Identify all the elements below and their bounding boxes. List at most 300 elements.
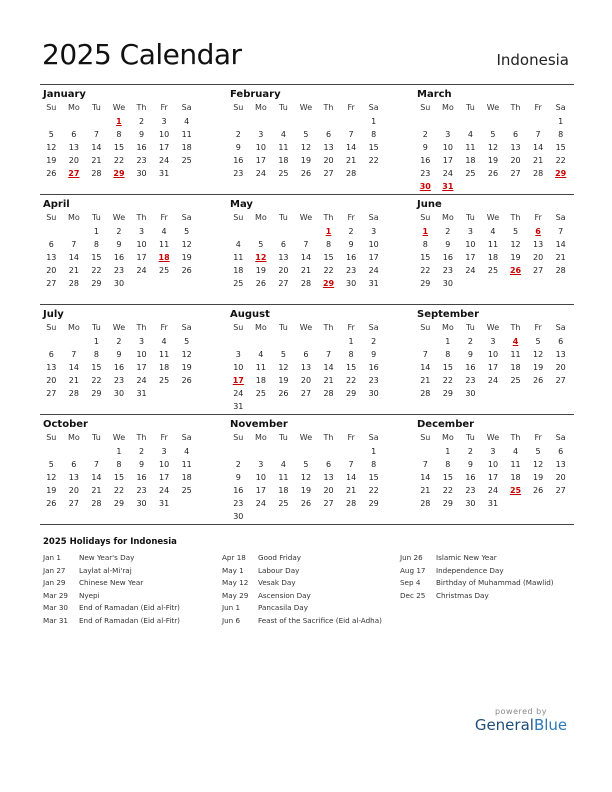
day-cell: 2: [235, 130, 241, 139]
day-cell: 4: [161, 337, 167, 346]
holiday-name: Birthday of Muhammad (Mawlid): [436, 578, 554, 587]
day-cell: 8: [116, 130, 122, 139]
day-cell: 26: [533, 376, 544, 385]
weekday-label: Tu: [279, 323, 288, 332]
weekday-label: We: [299, 103, 313, 112]
day-cell: 23: [233, 499, 244, 508]
empty-cell: [227, 445, 250, 458]
holiday-date: Mar 29: [43, 590, 68, 600]
week-row: [414, 374, 572, 387]
day-cell: 7: [422, 460, 428, 469]
day-cell: 15: [91, 363, 102, 372]
empty-cell: [527, 115, 550, 128]
week-row: [414, 387, 572, 400]
day-cell: 27: [323, 499, 334, 508]
day-cell: 19: [46, 156, 57, 165]
day-cell: 14: [346, 473, 357, 482]
holiday-day: 29: [555, 169, 567, 178]
day-cell: 23: [420, 169, 431, 178]
day-cell: 14: [68, 253, 79, 262]
day-cell: 7: [303, 240, 309, 249]
holiday-day: 1: [116, 117, 122, 126]
month-name: February: [230, 89, 281, 100]
day-cell: 5: [303, 460, 309, 469]
weekday-label: Su: [46, 103, 57, 112]
holiday-item: [400, 565, 554, 578]
week-row: [40, 348, 198, 361]
day-cell: 15: [113, 143, 125, 152]
day-cell: 16: [233, 486, 244, 495]
day-cell: 12: [533, 350, 544, 359]
day-cell: 15: [420, 253, 431, 262]
week-row: [40, 484, 198, 497]
day-cell: 17: [255, 486, 266, 495]
day-cell: 14: [533, 143, 544, 152]
week-row: [227, 387, 385, 400]
day-cell: 13: [510, 143, 521, 152]
day-cell: 2: [467, 447, 473, 456]
holiday-item: [43, 565, 180, 578]
weekday-label: Tu: [92, 433, 101, 442]
day-cell: 16: [136, 473, 147, 482]
holiday-day: 29: [322, 279, 335, 288]
day-cell: 12: [181, 240, 192, 249]
day-cell: 10: [487, 460, 499, 469]
day-cell: 5: [280, 350, 286, 359]
day-cell: 7: [325, 350, 332, 359]
day-cell: 13: [46, 363, 57, 372]
day-cell: 26: [533, 486, 544, 495]
day-cell: 31: [233, 402, 244, 411]
day-cell: 18: [510, 363, 521, 372]
day-cell: 13: [300, 363, 312, 372]
month-name: January: [43, 89, 86, 100]
week-row: [40, 238, 198, 251]
day-cell: 21: [420, 486, 431, 495]
day-cell: 16: [442, 253, 453, 262]
day-cell: 23: [442, 266, 453, 275]
day-cell: 17: [368, 253, 379, 262]
holiday-day: 12: [255, 253, 267, 262]
weekday-label: Tu: [92, 213, 101, 222]
month-july: [40, 308, 198, 400]
day-cell: 2: [116, 227, 122, 236]
day-cell: 3: [258, 460, 264, 469]
empty-cell: [459, 115, 482, 128]
day-cell: 1: [116, 447, 122, 456]
day-cell: 4: [184, 447, 190, 456]
day-cell: 9: [116, 240, 122, 249]
day-cell: 6: [71, 130, 77, 139]
day-cell: 21: [323, 376, 334, 385]
day-cell: 15: [91, 253, 102, 262]
week-row: [227, 167, 385, 180]
day-cell: 25: [510, 376, 521, 385]
day-cell: 27: [555, 486, 566, 495]
day-cell: 8: [348, 350, 354, 359]
holiday-day: 1: [422, 227, 429, 236]
day-cell: 9: [371, 350, 377, 359]
day-cell: 7: [348, 460, 354, 469]
weekday-header: [414, 321, 572, 335]
empty-cell: [250, 400, 273, 413]
day-cell: 5: [303, 130, 309, 139]
day-cell: 22: [442, 376, 453, 385]
holiday-date: Jan 1: [43, 553, 61, 562]
week-row: [414, 115, 572, 128]
day-cell: 5: [48, 130, 54, 139]
empty-cell: [295, 115, 318, 128]
empty-cell: [153, 277, 176, 290]
weekday-label: Su: [420, 213, 431, 222]
holiday-name: Christmas Day: [436, 590, 489, 600]
day-cell: 27: [533, 266, 544, 275]
weekday-label: Fr: [160, 213, 168, 222]
day-cell: 22: [91, 266, 102, 275]
day-cell: 1: [558, 117, 564, 126]
day-cell: 20: [46, 266, 57, 275]
weekday-label: Th: [323, 213, 334, 222]
day-cell: 4: [512, 447, 519, 456]
empty-cell: [504, 180, 527, 193]
day-cell: 1: [371, 447, 377, 456]
day-cell: 14: [555, 240, 566, 249]
day-cell: 14: [68, 363, 79, 372]
day-cell: 24: [136, 376, 147, 385]
day-cell: 16: [113, 363, 125, 372]
day-cell: 17: [159, 143, 170, 152]
day-cell: 11: [159, 350, 170, 359]
day-cell: 20: [68, 486, 79, 495]
week-row: [227, 225, 385, 238]
week-row: [227, 497, 385, 510]
day-cell: 5: [48, 460, 54, 469]
day-cell: 19: [181, 253, 192, 262]
day-cell: 28: [300, 279, 312, 288]
week-row: [40, 445, 198, 458]
holiday-item: [222, 565, 382, 578]
day-cell: 5: [184, 337, 190, 346]
day-cell: 31: [368, 279, 379, 288]
day-cell: 2: [371, 337, 377, 346]
holiday-day: 1: [325, 227, 332, 236]
day-cell: 29: [113, 499, 125, 508]
month-name: September: [417, 309, 479, 320]
weekday-label: Sa: [555, 103, 566, 112]
day-cell: 9: [445, 240, 451, 249]
day-cell: 6: [48, 350, 54, 359]
empty-cell: [295, 225, 318, 238]
day-cell: 8: [422, 240, 428, 249]
weekday-label: Th: [136, 433, 147, 442]
holiday-day: 27: [68, 169, 80, 178]
day-cell: 7: [93, 460, 99, 469]
day-cell: 19: [255, 266, 266, 275]
weekday-label: Fr: [347, 103, 355, 112]
empty-cell: [272, 400, 295, 413]
empty-cell: [504, 277, 527, 290]
day-cell: 8: [116, 460, 122, 469]
day-cell: 12: [46, 143, 57, 152]
day-cell: 23: [136, 486, 147, 495]
day-cell: 10: [255, 143, 266, 152]
day-cell: 9: [235, 143, 241, 152]
day-cell: 20: [555, 363, 566, 372]
empty-cell: [340, 510, 363, 523]
day-cell: 6: [325, 460, 332, 469]
day-cell: 30: [442, 279, 453, 288]
day-cell: 19: [300, 486, 312, 495]
brand-name-part2: Blue: [533, 716, 568, 734]
day-cell: 25: [181, 156, 192, 165]
day-cell: 16: [233, 156, 244, 165]
day-cell: 27: [68, 499, 79, 508]
week-row: [414, 484, 572, 497]
week-row: [227, 400, 385, 413]
day-cell: 17: [255, 156, 266, 165]
day-cell: 7: [348, 130, 354, 139]
holiday-day: 18: [158, 253, 170, 262]
week-row: [40, 277, 198, 290]
day-cell: 17: [136, 363, 147, 372]
day-cell: 30: [113, 279, 125, 288]
day-cell: 29: [346, 389, 357, 398]
week-row: [227, 510, 385, 523]
weekday-label: Th: [323, 103, 334, 112]
day-cell: 9: [348, 240, 354, 249]
day-cell: 1: [93, 337, 99, 346]
day-cell: 21: [68, 266, 79, 275]
day-cell: 28: [346, 499, 357, 508]
week-row: [40, 251, 198, 264]
empty-cell: [227, 335, 250, 348]
day-cell: 16: [420, 156, 431, 165]
day-cell: 19: [300, 156, 312, 165]
day-cell: 2: [138, 117, 145, 126]
day-cell: 18: [255, 376, 266, 385]
day-cell: 8: [445, 350, 451, 359]
day-cell: 11: [233, 253, 244, 262]
day-cell: 8: [93, 240, 99, 249]
holiday-item: [43, 577, 180, 590]
weekday-label: Sa: [181, 103, 192, 112]
month-name: December: [417, 419, 475, 430]
week-row: [414, 497, 572, 510]
day-cell: 29: [442, 389, 453, 398]
day-cell: 4: [235, 240, 241, 249]
day-cell: 28: [68, 279, 79, 288]
day-cell: 4: [490, 227, 496, 236]
week-row: [414, 225, 572, 238]
day-cell: 15: [346, 363, 357, 372]
day-cell: 17: [465, 253, 476, 262]
weekday-label: Th: [510, 323, 521, 332]
holiday-item: [400, 590, 554, 603]
empty-cell: [527, 387, 550, 400]
day-cell: 27: [323, 169, 334, 178]
day-cell: 28: [323, 389, 334, 398]
holiday-date: Apr 18: [222, 553, 246, 562]
empty-cell: [63, 115, 86, 128]
day-cell: 25: [181, 486, 192, 495]
day-cell: 21: [300, 266, 312, 275]
week-row: [40, 225, 198, 238]
day-cell: 20: [68, 156, 79, 165]
weekday-label: Su: [46, 213, 57, 222]
empty-cell: [85, 445, 108, 458]
day-cell: 11: [255, 363, 266, 372]
week-row: [40, 361, 198, 374]
weekday-label: Su: [233, 103, 244, 112]
holiday-day: 30: [419, 182, 431, 191]
calendar-row: [40, 84, 574, 194]
day-cell: 7: [93, 130, 99, 139]
week-row: [227, 141, 385, 154]
weekday-label: Mo: [441, 433, 454, 442]
holiday-day: 17: [232, 376, 244, 385]
day-cell: 14: [91, 473, 102, 482]
day-cell: 26: [255, 279, 266, 288]
empty-cell: [549, 387, 572, 400]
day-cell: 22: [368, 156, 379, 165]
day-cell: 1: [348, 337, 354, 346]
month-june: [414, 198, 572, 290]
weekday-label: Th: [510, 213, 521, 222]
holiday-day: 25: [509, 486, 522, 495]
day-cell: 2: [445, 227, 451, 236]
week-row: [414, 458, 572, 471]
weekday-label: Mo: [254, 433, 267, 442]
weekday-label: We: [112, 433, 126, 442]
holiday-name: Islamic New Year: [436, 553, 497, 562]
day-cell: 28: [346, 169, 357, 178]
day-cell: 18: [181, 473, 192, 482]
day-cell: 9: [138, 130, 145, 139]
day-cell: 20: [323, 156, 334, 165]
holiday-name: Pancasila Day: [258, 603, 308, 612]
weekday-label: We: [486, 213, 500, 222]
day-cell: 12: [533, 460, 544, 469]
day-cell: 10: [487, 350, 499, 359]
week-row: [227, 374, 385, 387]
day-cell: 4: [280, 130, 286, 139]
weekday-header: [40, 431, 198, 445]
empty-cell: [175, 277, 198, 290]
holiday-item: [43, 615, 180, 628]
day-cell: 6: [558, 447, 564, 456]
day-cell: 13: [555, 350, 566, 359]
day-cell: 17: [487, 473, 499, 482]
holiday-name: End of Ramadan (Eid al-Fitr): [79, 615, 180, 625]
day-cell: 21: [420, 376, 431, 385]
holiday-date: May 29: [222, 590, 249, 600]
day-cell: 15: [442, 473, 453, 482]
day-cell: 17: [487, 363, 499, 372]
empty-cell: [317, 115, 340, 128]
empty-cell: [482, 387, 505, 400]
month-name: June: [417, 199, 442, 210]
week-row: [414, 128, 572, 141]
week-row: [40, 374, 198, 387]
day-cell: 20: [278, 266, 289, 275]
week-row: [227, 458, 385, 471]
day-cell: 2: [235, 460, 241, 469]
empty-cell: [130, 277, 153, 290]
weekday-label: We: [112, 103, 126, 112]
weekday-header: [414, 101, 572, 115]
day-cell: 14: [323, 363, 334, 372]
day-cell: 15: [368, 473, 379, 482]
holiday-item: [400, 577, 554, 590]
day-cell: 16: [136, 143, 147, 152]
day-cell: 11: [278, 473, 289, 482]
empty-cell: [317, 400, 340, 413]
day-cell: 29: [420, 279, 431, 288]
empty-cell: [272, 225, 295, 238]
weekday-label: Sa: [368, 213, 379, 222]
day-cell: 19: [278, 376, 289, 385]
holiday-day: 4: [512, 337, 519, 346]
day-cell: 13: [68, 143, 79, 152]
weekday-label: Tu: [92, 323, 101, 332]
day-cell: 28: [420, 499, 431, 508]
day-cell: 24: [487, 486, 499, 495]
week-row: [227, 348, 385, 361]
day-cell: 5: [184, 227, 190, 236]
day-cell: 28: [533, 169, 544, 178]
holiday-date: May 12: [222, 578, 249, 587]
day-cell: 3: [138, 227, 145, 236]
weekday-label: We: [112, 213, 126, 222]
day-cell: 22: [420, 266, 431, 275]
day-cell: 9: [138, 460, 145, 469]
day-cell: 2: [348, 227, 354, 236]
week-row: [40, 128, 198, 141]
empty-cell: [227, 115, 250, 128]
week-row: [227, 128, 385, 141]
day-cell: 24: [159, 156, 170, 165]
day-cell: 27: [278, 279, 289, 288]
day-cell: 23: [233, 169, 244, 178]
empty-cell: [153, 387, 176, 400]
day-cell: 25: [255, 389, 266, 398]
weekday-label: We: [486, 103, 500, 112]
empty-cell: [227, 225, 250, 238]
day-cell: 4: [280, 460, 286, 469]
weekday-label: Fr: [534, 213, 542, 222]
weekday-label: We: [486, 323, 500, 332]
day-cell: 25: [233, 279, 244, 288]
day-cell: 12: [487, 143, 499, 152]
day-cell: 17: [159, 473, 170, 482]
day-cell: 8: [445, 460, 451, 469]
month-february: [227, 88, 385, 180]
week-row: [227, 471, 385, 484]
day-cell: 10: [136, 350, 147, 359]
empty-cell: [459, 277, 482, 290]
day-cell: 19: [181, 363, 192, 372]
day-cell: 26: [181, 376, 192, 385]
holiday-column: [400, 552, 554, 602]
holiday-name: Labour Day: [258, 565, 300, 575]
day-cell: 14: [300, 253, 312, 262]
weekday-label: Sa: [181, 213, 192, 222]
divider: [40, 524, 574, 525]
day-cell: 26: [46, 169, 57, 178]
empty-cell: [295, 445, 318, 458]
day-cell: 26: [300, 499, 312, 508]
country-label: Indonesia: [496, 51, 569, 69]
